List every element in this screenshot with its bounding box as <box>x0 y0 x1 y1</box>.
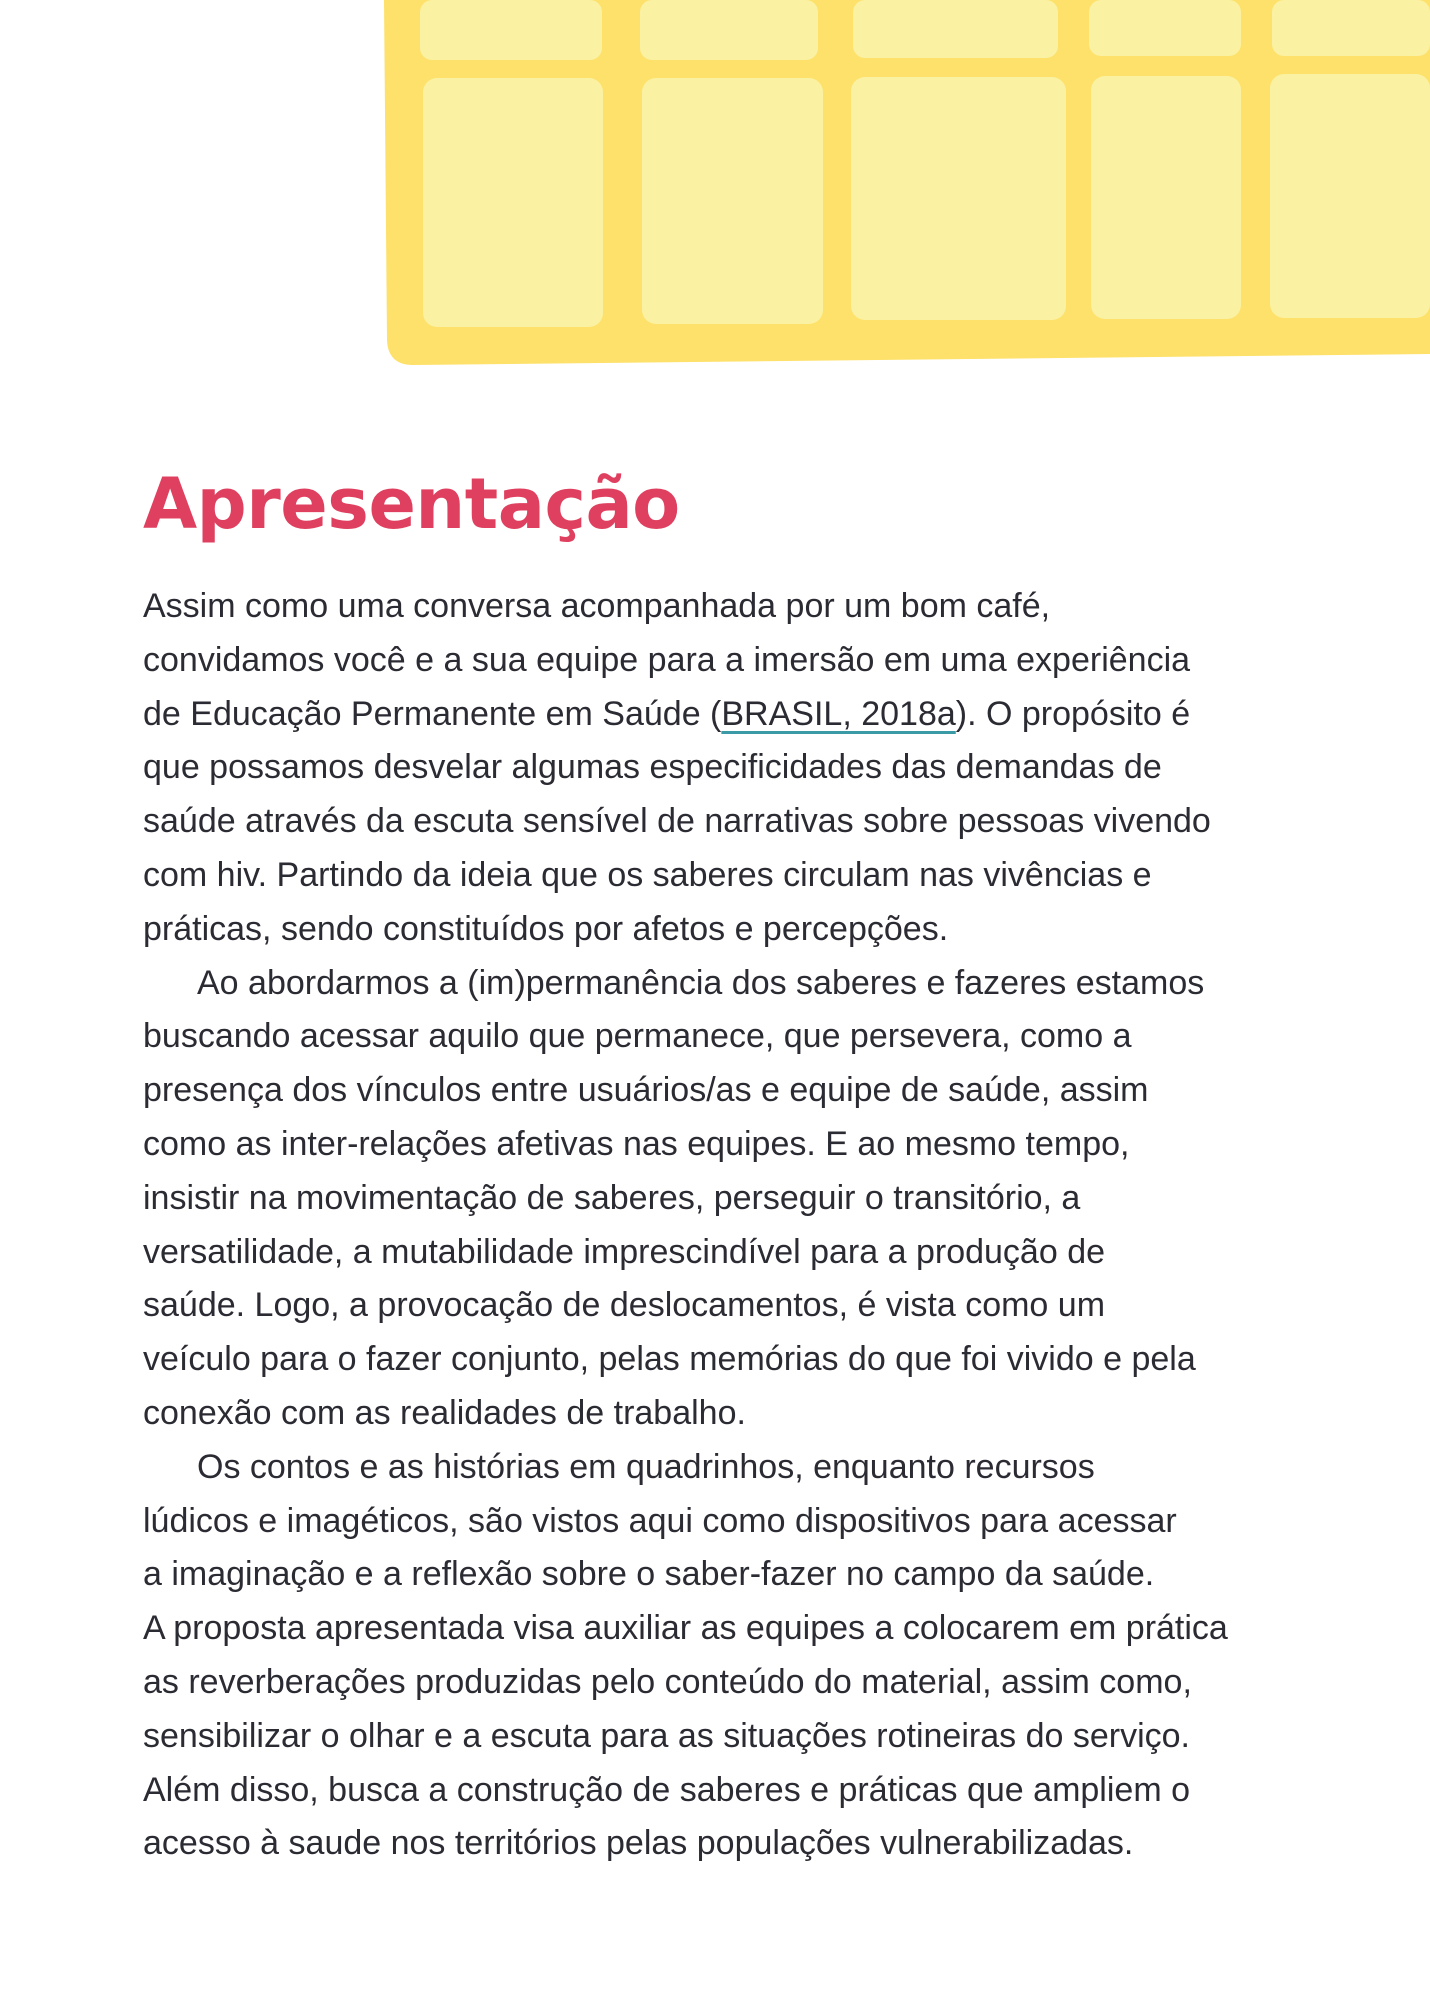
paragraph-2 <box>143 957 1313 1441</box>
body-text <box>143 580 1313 1871</box>
text-line: acesso à saude nos territórios pelas populações vulnerabilizadas. <box>143 1824 1134 1863</box>
text-segment: ). O propósito é <box>955 694 1191 733</box>
text-line: veículo para o fazer conjunto, pelas memórias do que foi vivido e pela <box>143 1340 1196 1379</box>
text-line: as reverberações produzidas pelo conteúdo do material, assim como, <box>143 1662 1192 1701</box>
grid-cell <box>853 0 1058 58</box>
text-line: conexão com as realidades de trabalho. <box>143 1393 746 1432</box>
text-line: a imaginação e a reflexão sobre o saber-fazer no campo da saúde. <box>143 1555 1155 1594</box>
grid-cell <box>642 78 823 324</box>
text-line: que possamos desvelar algumas especificidades das demandas de <box>143 748 1162 787</box>
text-segment: de Educação Permanente em Saúde ( <box>143 694 722 733</box>
text-line: saúde através da escuta sensível de narrativas sobre pessoas vivendo <box>143 802 1211 841</box>
text-line: como as inter-relações afetivas nas equipes. E ao mesmo tempo, <box>143 1124 1130 1163</box>
citation-link[interactable]: BRASIL, 2018a <box>721 694 956 733</box>
text-line: Assim como uma conversa acompanhada por um bom café, <box>143 587 1051 625</box>
yellow-grid-decoration <box>0 0 1430 380</box>
grid-cell <box>423 78 603 327</box>
grid-cell <box>1091 76 1241 319</box>
text-line: convidamos você e a sua equipe para a imersão em uma experiência <box>143 640 1191 679</box>
grid-cell <box>1089 0 1241 56</box>
grid-cells <box>420 0 1430 327</box>
grid-cell <box>420 0 602 60</box>
text-line <box>143 688 1313 742</box>
text-line: versatilidade, a mutabilidade imprescindível para a produção de <box>143 1232 1106 1271</box>
grid-cell <box>1272 0 1430 56</box>
text-line: Os contos e as histórias em quadrinhos, enquanto recursos <box>197 1447 1095 1486</box>
grid-cell <box>640 0 818 60</box>
grid-cell <box>1270 74 1430 318</box>
text-line: lúdicos e imagéticos, são vistos aqui como dispositivos para acessar <box>143 1501 1177 1540</box>
text-line: A proposta apresentada visa auxiliar as equipes a colocarem em prática <box>143 1609 1228 1648</box>
grid-cell <box>851 77 1066 320</box>
text-line: com hiv. Partindo da ideia que os saberes circulam nas vivências e <box>143 855 1152 894</box>
text-line: insistir na movimentação de saberes, perseguir o transitório, a <box>143 1178 1081 1217</box>
text-line: presença dos vínculos entre usuários/as e equipe de saúde, assim <box>143 1071 1149 1110</box>
text-line: Ao abordarmos a (im)permanência dos saberes e fazeres estamos <box>197 963 1205 1002</box>
text-line: saúde. Logo, a provocação de deslocamentos, é vista como um <box>143 1286 1106 1325</box>
text-line: sensibilizar o olhar e a escuta para as situações rotineiras do serviço. <box>143 1716 1190 1755</box>
text-line: buscando acessar aquilo que permanece, que persevera, como a <box>143 1017 1132 1056</box>
text-line: Além disso, busca a construção de saberes e práticas que ampliem o <box>143 1770 1190 1809</box>
paragraph-3 <box>143 1441 1313 1871</box>
page-title: Apresentação <box>143 463 680 545</box>
paragraph-1 <box>143 580 1313 957</box>
text-line: práticas, sendo constituídos por afetos e percepções. <box>143 909 949 948</box>
